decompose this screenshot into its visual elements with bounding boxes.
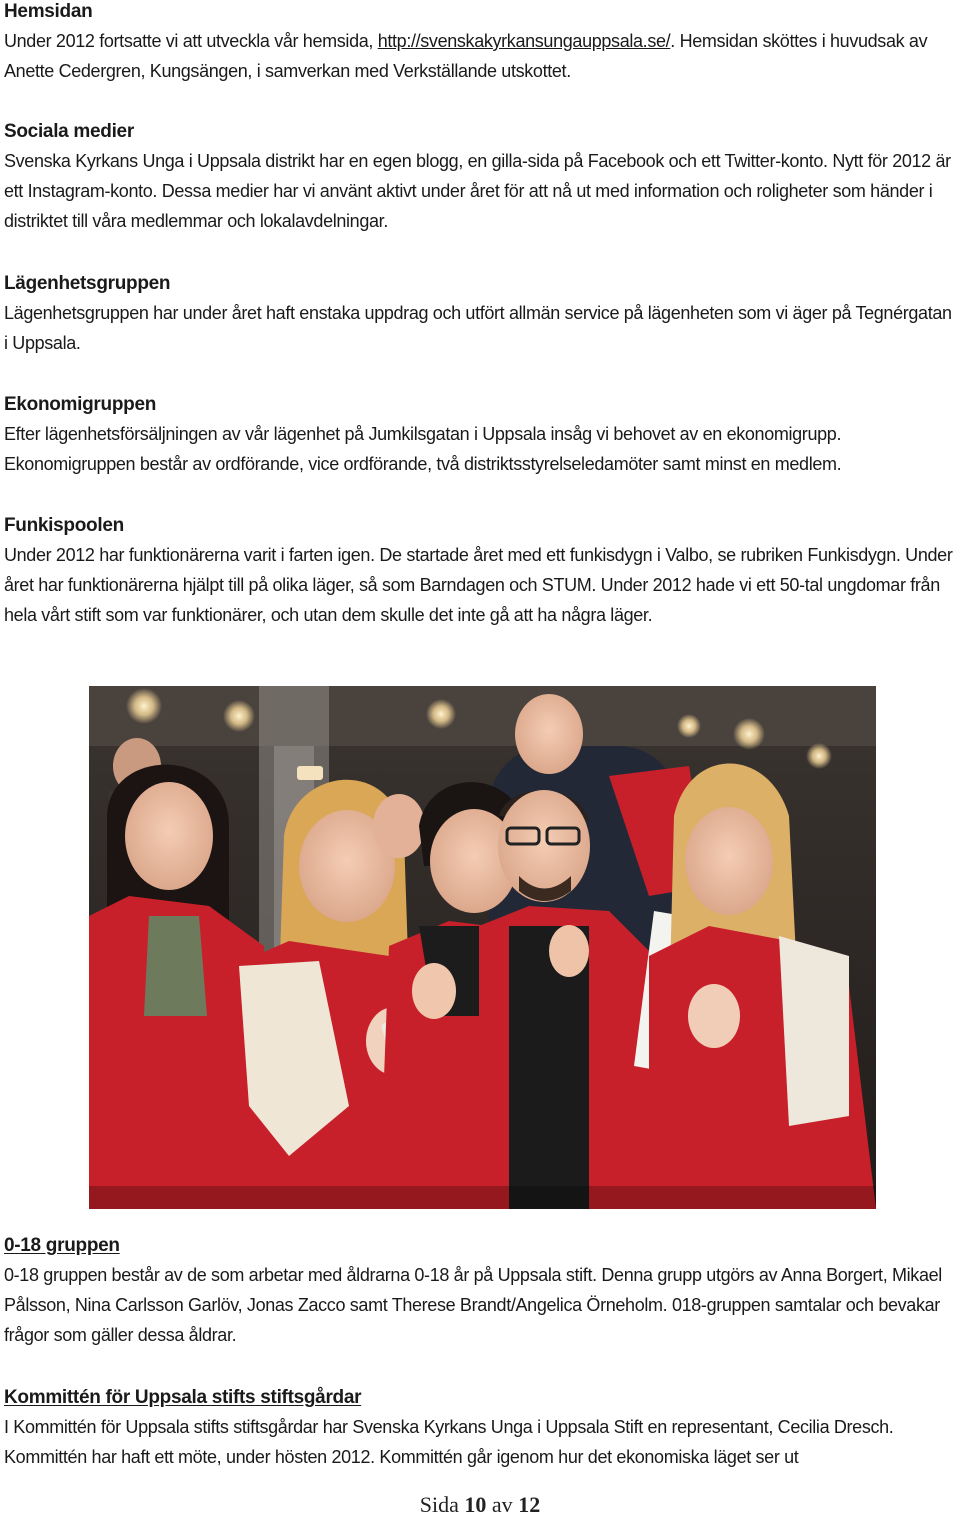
section-heading: 0-18 gruppen	[4, 1235, 120, 1256]
section-hemsidan	[4, 0, 954, 86]
section-lagenhetsgruppen	[4, 272, 954, 358]
section-ekonomigruppen	[4, 393, 954, 479]
section-heading: Ekonomigruppen	[4, 394, 157, 415]
section-funkispoolen	[4, 514, 954, 630]
section-heading: Kommittén för Uppsala stifts stiftsgårdar	[4, 1387, 362, 1408]
section-paragraph: Efter lägenhetsförsäljningen av vår lägenhet på Jumkilsgatan i Uppsala insåg vi behovet av en ekonomigrupp. Ekonomigruppen består av ordförande, vice ordförande, två distriktsstyrelseledamöter samt minst en medlem.	[4, 424, 842, 474]
section-paragraph: Svenska Kyrkans Unga i Uppsala distrikt har en egen blogg, en gilla-sida på Facebook och ett Twitter-konto. Nytt för 2012 är ett Instagram-konto. Dessa medier har vi använt aktivt under året för att nå ut med information och roligheter som händer i distriktet till våra medlemmar och lokalavdelningar.	[4, 151, 951, 231]
section-heading: Funkispoolen	[4, 515, 124, 536]
paragraph-text: Under 2012 fortsatte vi att utveckla vår hemsida,	[4, 31, 378, 51]
paragraph-text: . Hemsidan sköttes i huvudsak av Anette Cedergren, Kungsängen, i samverkan med Verkställande utskottet.	[4, 31, 928, 81]
section-paragraph: Under 2012 har funktionärerna varit i farten igen. De startade året med ett funkisdygn i Valbo, se rubriken Funkisdygn. Under året har funktionärerna hjälpt till på olika läger, så som Barndagen och STUM. Under 2012 hade vi ett 50-tal ungdomar från hela vårt stift som var funktionärer, och utan dem skulle det inte gå att ha några läger.	[4, 545, 953, 625]
section-0-18-gruppen	[4, 1234, 954, 1350]
section-heading: Sociala medier	[4, 121, 134, 142]
section-paragraph	[4, 26, 954, 86]
section-heading: Lägenhetsgruppen	[4, 273, 171, 294]
page-footer	[0, 1492, 960, 1518]
group-photo-illustration	[89, 686, 876, 1209]
section-heading: Hemsidan	[4, 1, 93, 22]
page-label: Sida	[419, 1492, 459, 1517]
website-link[interactable]: http://svenskakyrkansungauppsala.se/	[377, 31, 671, 51]
current-page-number: 10	[464, 1492, 487, 1517]
section-paragraph: Lägenhetsgruppen har under året haft enstaka uppdrag och utfört allmän service på lägenheten som vi äger på Tegnérgatan i Uppsala.	[4, 303, 952, 353]
section-paragraph: I Kommittén för Uppsala stifts stiftsgårdar har Svenska Kyrkans Unga i Uppsala Stift en representant, Cecilia Dresch. Kommittén har haft ett möte, under hösten 2012. Kommittén går igenom hur det ekonomiska läget ser ut	[4, 1417, 894, 1467]
group-photo	[89, 686, 876, 1209]
section-kommitten	[4, 1386, 954, 1472]
page-separator: av	[491, 1492, 513, 1517]
section-sociala-medier	[4, 120, 954, 236]
section-paragraph: 0-18 gruppen består av de som arbetar med åldrarna 0-18 år på Uppsala stift. Denna grupp utgörs av Anna Borgert, Mikael Pålsson, Nina Carlsson Garlöv, Jonas Zacco samt Therese Brandt/Angelica Örneholm. 018-gruppen samtalar och bevakar frågor som gäller dessa åldrar.	[4, 1265, 942, 1345]
total-page-count: 12	[518, 1492, 541, 1517]
